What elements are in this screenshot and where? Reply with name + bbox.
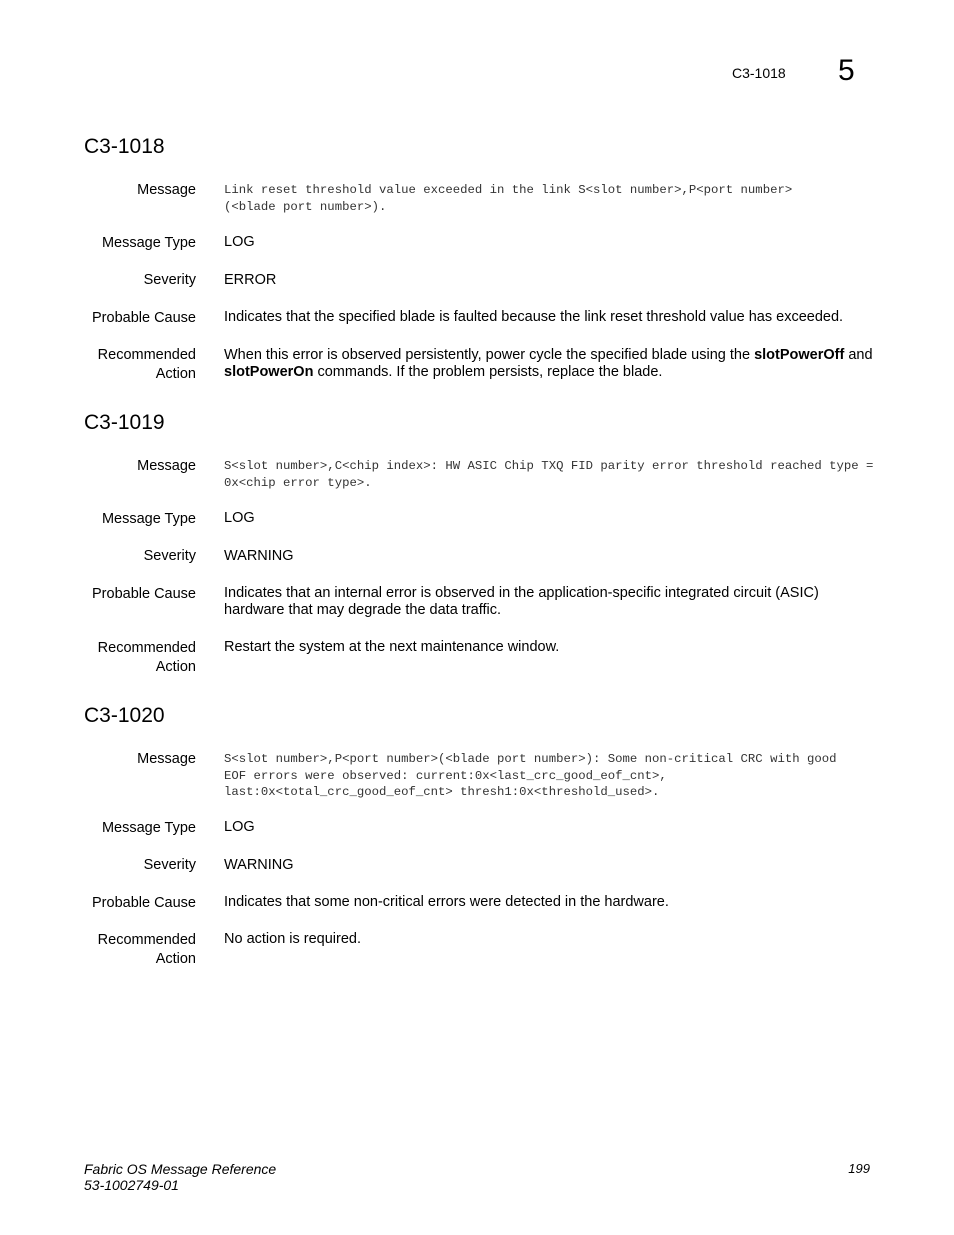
running-header-section: C3-1018 — [732, 65, 786, 81]
recommended-label-line2: Action — [155, 659, 196, 675]
probable-cause-text: Indicates that an internal error is observed in the application-specific integrated circuit (ASIC) hardware that may degrade the data traffic. — [224, 585, 819, 618]
message-text: S<slot number>,P<port number>(<blade port number>): Some non-critical CRC with good EOF errors were observed: current:0x<last_crc_good_eof_cnt>, last:0x<total_crc_good_eof_cnt> thresh1:0x<threshold_used>. — [224, 752, 837, 800]
message-type-label: Message Type — [101, 820, 196, 836]
recommended-action-text: No action is required. — [224, 931, 362, 947]
message-type-label: Message Type — [101, 511, 196, 527]
severity-value: WARNING — [224, 548, 294, 564]
probable-cause-text: Indicates that the specified blade is faulted because the link reset threshold value has exceeded. — [224, 309, 844, 325]
recommended-label-line1: Recommended — [97, 640, 196, 656]
entry-title-c3-1020: C3-1020 — [84, 704, 165, 727]
recommended-action-label — [60, 346, 196, 384]
severity-label: Severity — [143, 272, 196, 288]
footer-title: Fabric OS Message Reference — [84, 1161, 277, 1177]
recommended-action-label — [60, 931, 196, 969]
probable-cause-label: Probable Cause — [92, 310, 196, 326]
severity-label: Severity — [143, 548, 196, 564]
footer-document-info — [84, 1161, 276, 1193]
message-text: Link reset threshold value exceeded in the link S<slot number>,P<port number>(<blade port number>). — [224, 183, 793, 214]
command-slotpoweron: slotPowerOn — [224, 364, 314, 380]
entry-title-c3-1018: C3-1018 — [84, 135, 165, 158]
action-text-post: commands. If the problem persists, replace the blade. — [313, 364, 663, 380]
probable-cause-text: Indicates that some non-critical errors were detected in the hardware. — [224, 894, 669, 910]
probable-cause-label: Probable Cause — [92, 586, 196, 602]
message-type-value: LOG — [224, 819, 255, 835]
message-label: Message — [137, 182, 196, 198]
footer-doc-number: 53-1002749-01 — [84, 1177, 179, 1193]
message-type-value: LOG — [224, 510, 255, 526]
recommended-label-line2: Action — [155, 366, 196, 382]
recommended-label-line2: Action — [155, 951, 196, 967]
entry-title-c3-1019: C3-1019 — [84, 411, 165, 434]
recommended-action-text — [224, 347, 874, 381]
message-type-value: LOG — [224, 234, 255, 250]
recommended-label-line1: Recommended — [97, 347, 196, 363]
probable-cause-label: Probable Cause — [92, 895, 196, 911]
message-label: Message — [137, 458, 196, 474]
page-number: 199 — [848, 1161, 870, 1176]
severity-label: Severity — [143, 857, 196, 873]
recommended-action-text: Restart the system at the next maintenance window. — [224, 639, 560, 655]
severity-value: ERROR — [224, 272, 277, 288]
message-type-label: Message Type — [101, 235, 196, 251]
action-text-mid: and — [844, 347, 873, 363]
chapter-number: 5 — [838, 54, 855, 87]
action-text-pre: When this error is observed persistently, power cycle the specified blade using the — [224, 347, 755, 363]
message-label: Message — [137, 751, 196, 767]
message-text: S<slot number>,C<chip index>: HW ASIC Chip TXQ FID parity error threshold reached type = 0x<chip error type>. — [224, 459, 874, 490]
recommended-action-label — [60, 639, 196, 677]
severity-value: WARNING — [224, 857, 294, 873]
command-slotpoweroff: slotPowerOff — [754, 347, 845, 363]
recommended-label-line1: Recommended — [97, 932, 196, 948]
